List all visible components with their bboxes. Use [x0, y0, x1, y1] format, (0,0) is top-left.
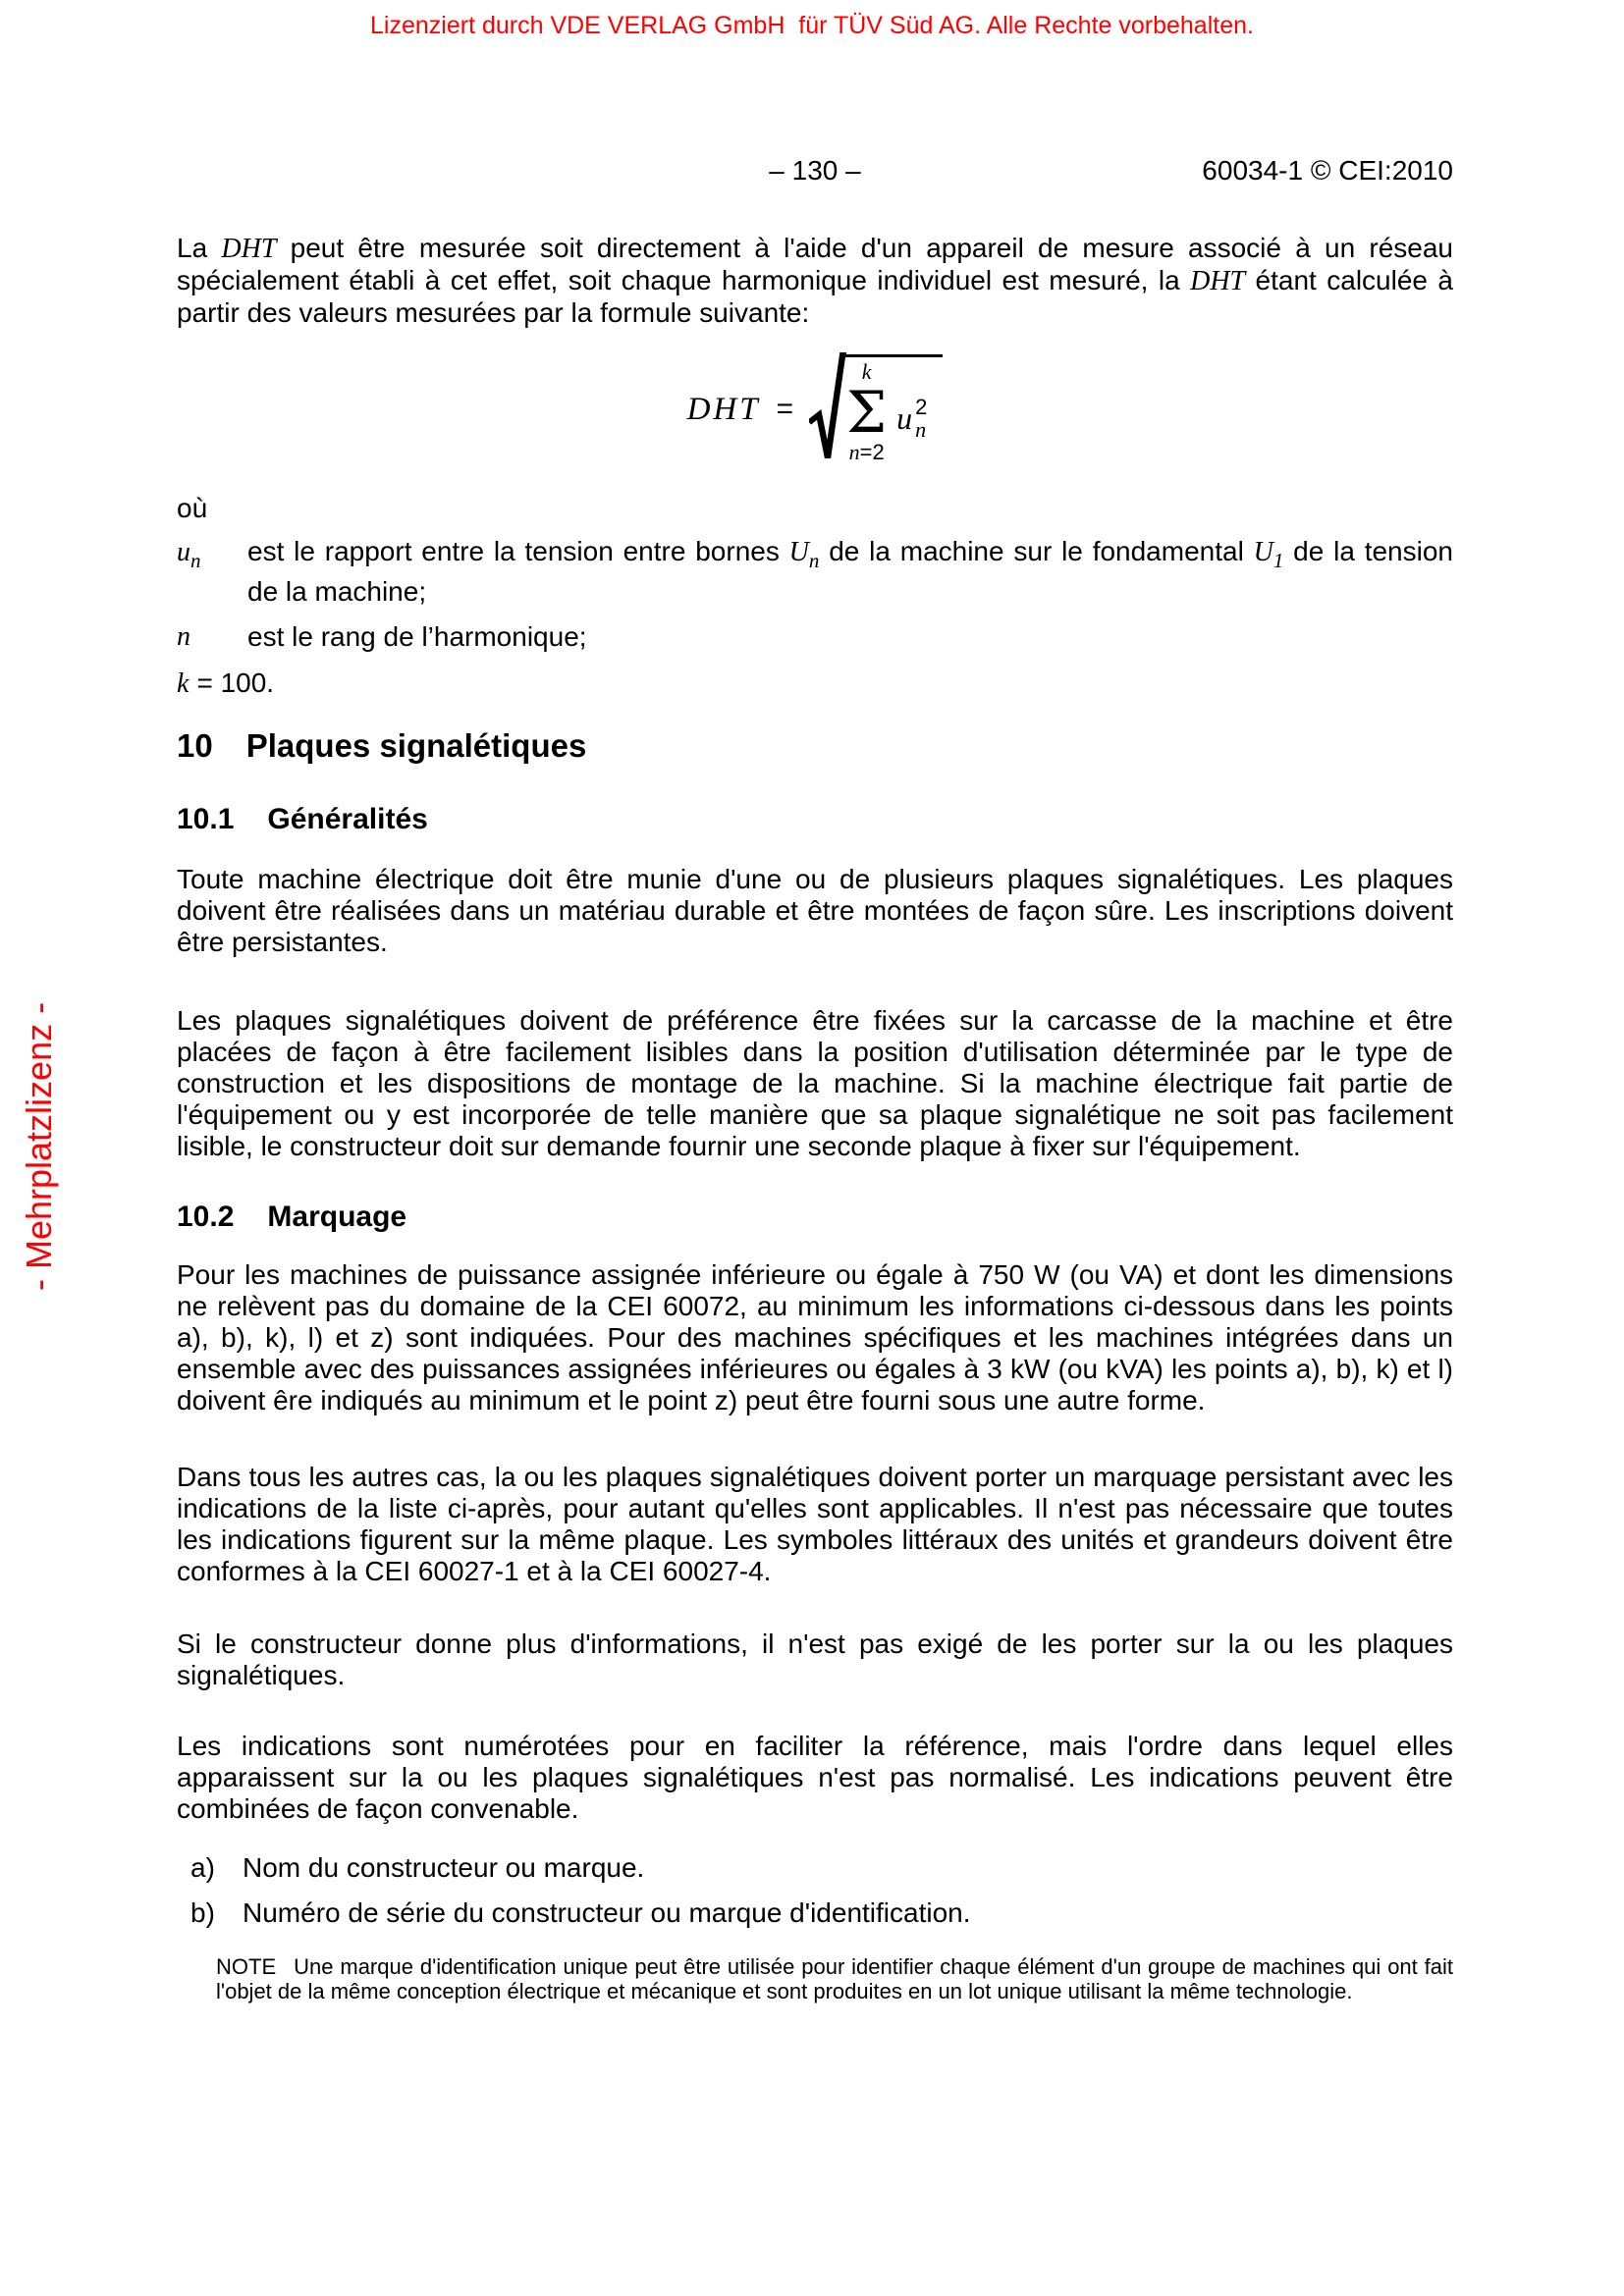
note-block	[216, 1954, 1453, 2003]
definition-desc-un	[247, 536, 1453, 608]
section-10-2-paragraph-3: Si le constructeur donne plus d'informations, il n'est pas exigé de les porter sur la ou les plaques signalétiques.	[177, 1629, 1453, 1690]
un-desc-1: est le rapport entre la tension entre bornes	[247, 536, 789, 566]
U1-var-sub: 1	[1272, 549, 1284, 572]
section-10-2-paragraph-4: Les indications sont numérotées pour en faciliter la référence, mais l'ordre dans lequel elles apparaissent sur la ou les plaques signalétiques n'est pas normalisé. Les indications peuvent être combinées de façon convenable.	[177, 1731, 1453, 1824]
Un-var-sub: n	[808, 549, 820, 572]
term-superscript: 2	[915, 394, 928, 419]
dht-term-1: DHT	[221, 234, 277, 264]
page-content	[177, 0, 1453, 2003]
note-label: NOTE	[216, 1954, 277, 1979]
license-banner: Lizenziert durch VDE VERLAG GmbH für TÜV Süd AG. Alle Rechte vorbehalten.	[370, 12, 1254, 39]
radical-sign-icon	[809, 352, 846, 463]
section-10-2-paragraph-1: Pour les machines de puissance assignée inférieure ou égale à 750 W (ou VA) et dont les dimensions ne relèvent pas du domaine de la CEI 60072, au minimum les informations ci-dessous dans les points a), b), k), l) et z) sont indiquées. Pour des machines spécifiques et les machines intégrées dans un ensemble avec des puissances assignées inférieures ou égales à 3 kW (ou kVA) les points a), b), k) et l) doivent êre indiqués au minimum et le point z) peut être fourni sous une autre forme.	[177, 1259, 1453, 1415]
formula-lhs: DHT	[686, 391, 761, 427]
definition-desc-n: est le rang de l’harmonique;	[247, 621, 587, 652]
page-number: – 130 –	[769, 155, 861, 186]
sum-lower-var: n	[848, 440, 860, 464]
section-10-1-number: 10.1	[177, 803, 235, 835]
un-desc-3: de la tension de la machine;	[247, 536, 1453, 607]
sum-upper-limit: k	[861, 359, 872, 384]
root-expression	[844, 354, 943, 463]
definition-term-k: k	[177, 668, 189, 699]
section-10-2-heading	[177, 1200, 1453, 1234]
U1-var: U	[1253, 537, 1273, 567]
note-text: Une marque d'identification unique peut être utilisée pour identifier chaque élément d'un groupe de machines qui ont fait l'objet de la même conception électrique et mécanique et sont produites en un lot unique utilisant la même technologie.	[216, 1954, 1453, 2003]
section-10-1-heading	[177, 802, 1453, 836]
term-subscript: n	[915, 417, 927, 442]
sum-lower-limit	[849, 442, 885, 463]
section-10-1-paragraph-2: Les plaques signalétiques doivent de préférence être fixées sur la carcasse de la machine et être placées de façon à être facilement lisibles dans la position d'utilisation déterminée par le type de construction et les dispositions de montage de la machine. Si la machine électrique fait partie de l'équipement ou y est incorporée de telle manière que sa plaque signalétique ne soit pas facilement lisible, le constructeur doit sur demande fournir une seconde plaque à fixer sur l'équipement.	[177, 1005, 1453, 1161]
intro-text-1: La	[177, 233, 222, 263]
where-label: où	[177, 493, 208, 523]
summand-term	[896, 396, 927, 441]
section-10-title: Plaques signalétiques	[245, 727, 587, 764]
list-marker-b: b)	[190, 1897, 215, 1928]
definition-n	[177, 621, 1453, 653]
square-root	[809, 354, 943, 463]
license-watermark: - Mehrplatzlizenz -	[19, 1001, 59, 1292]
Un-var: U	[788, 537, 809, 567]
dht-formula	[177, 354, 1453, 463]
section-10-2-number: 10.2	[177, 1201, 235, 1233]
list-item	[177, 1897, 1453, 1929]
page-header	[177, 155, 1453, 187]
sum-lower-rest: =2	[859, 440, 885, 464]
un-base: u	[177, 537, 190, 567]
summation	[846, 361, 887, 463]
definition-desc-k: = 100.	[196, 667, 275, 698]
section-10-2-title: Marquage	[267, 1201, 407, 1233]
term-scripts	[915, 396, 927, 441]
intro-text-2: peut être mesurée soit directement à l'aide d'un appareil de mesure associé à un réseau spécialement établi à cet effet, soit chaque harmonique individuel est mesuré, la	[177, 233, 1453, 295]
section-10-2-paragraph-2: Dans tous les autres cas, la ou les plaques signalétiques doivent porter un marquage persistant avec les indications de la liste ci-après, pour autant qu'elles sont applicables. Il n'est pas nécessaire que toutes les indications figurent sur la même plaque. Les symboles littéraux des unités et grandeurs doivent être conformes à la CEI 60027-1 et à la CEI 60027-4.	[177, 1462, 1453, 1586]
un-subscript: n	[190, 549, 201, 572]
section-10-number: 10	[177, 727, 213, 764]
definition-term-un	[177, 536, 247, 608]
intro-paragraph	[177, 233, 1453, 329]
definition-k	[177, 667, 1453, 700]
definition-term-n: n	[177, 621, 190, 652]
section-10-1-paragraph-1: Toute machine électrique doit être munie d'une ou de plusieurs plaques signalétiques. Les plaques doivent être réalisées dans un matériau durable et être montées de façon sûre. Les inscriptions doivent être persistantes.	[177, 864, 1453, 957]
document-id: 60034-1 © CEI:2010	[1202, 155, 1453, 186]
list-text-b: Numéro de série du constructeur ou marque d'identification.	[243, 1897, 971, 1928]
dht-term-2: DHT	[1190, 266, 1246, 296]
equals-sign: =	[776, 392, 794, 425]
section-10-heading	[177, 727, 1453, 765]
marking-list	[177, 1852, 1453, 1929]
sigma-symbol: Σ	[846, 379, 888, 446]
section-10-1-title: Généralités	[267, 803, 428, 835]
list-item	[177, 1852, 1453, 1884]
intro-text-3: étant calculée à partir des valeurs mesurées par la formule suivante:	[177, 265, 1453, 328]
term-base: u	[896, 400, 913, 436]
list-text-a: Nom du constructeur ou marque.	[243, 1852, 645, 1883]
un-desc-2: de la machine sur le fondamental	[819, 536, 1254, 566]
list-marker-a: a)	[190, 1852, 215, 1883]
definition-un	[177, 536, 1453, 608]
